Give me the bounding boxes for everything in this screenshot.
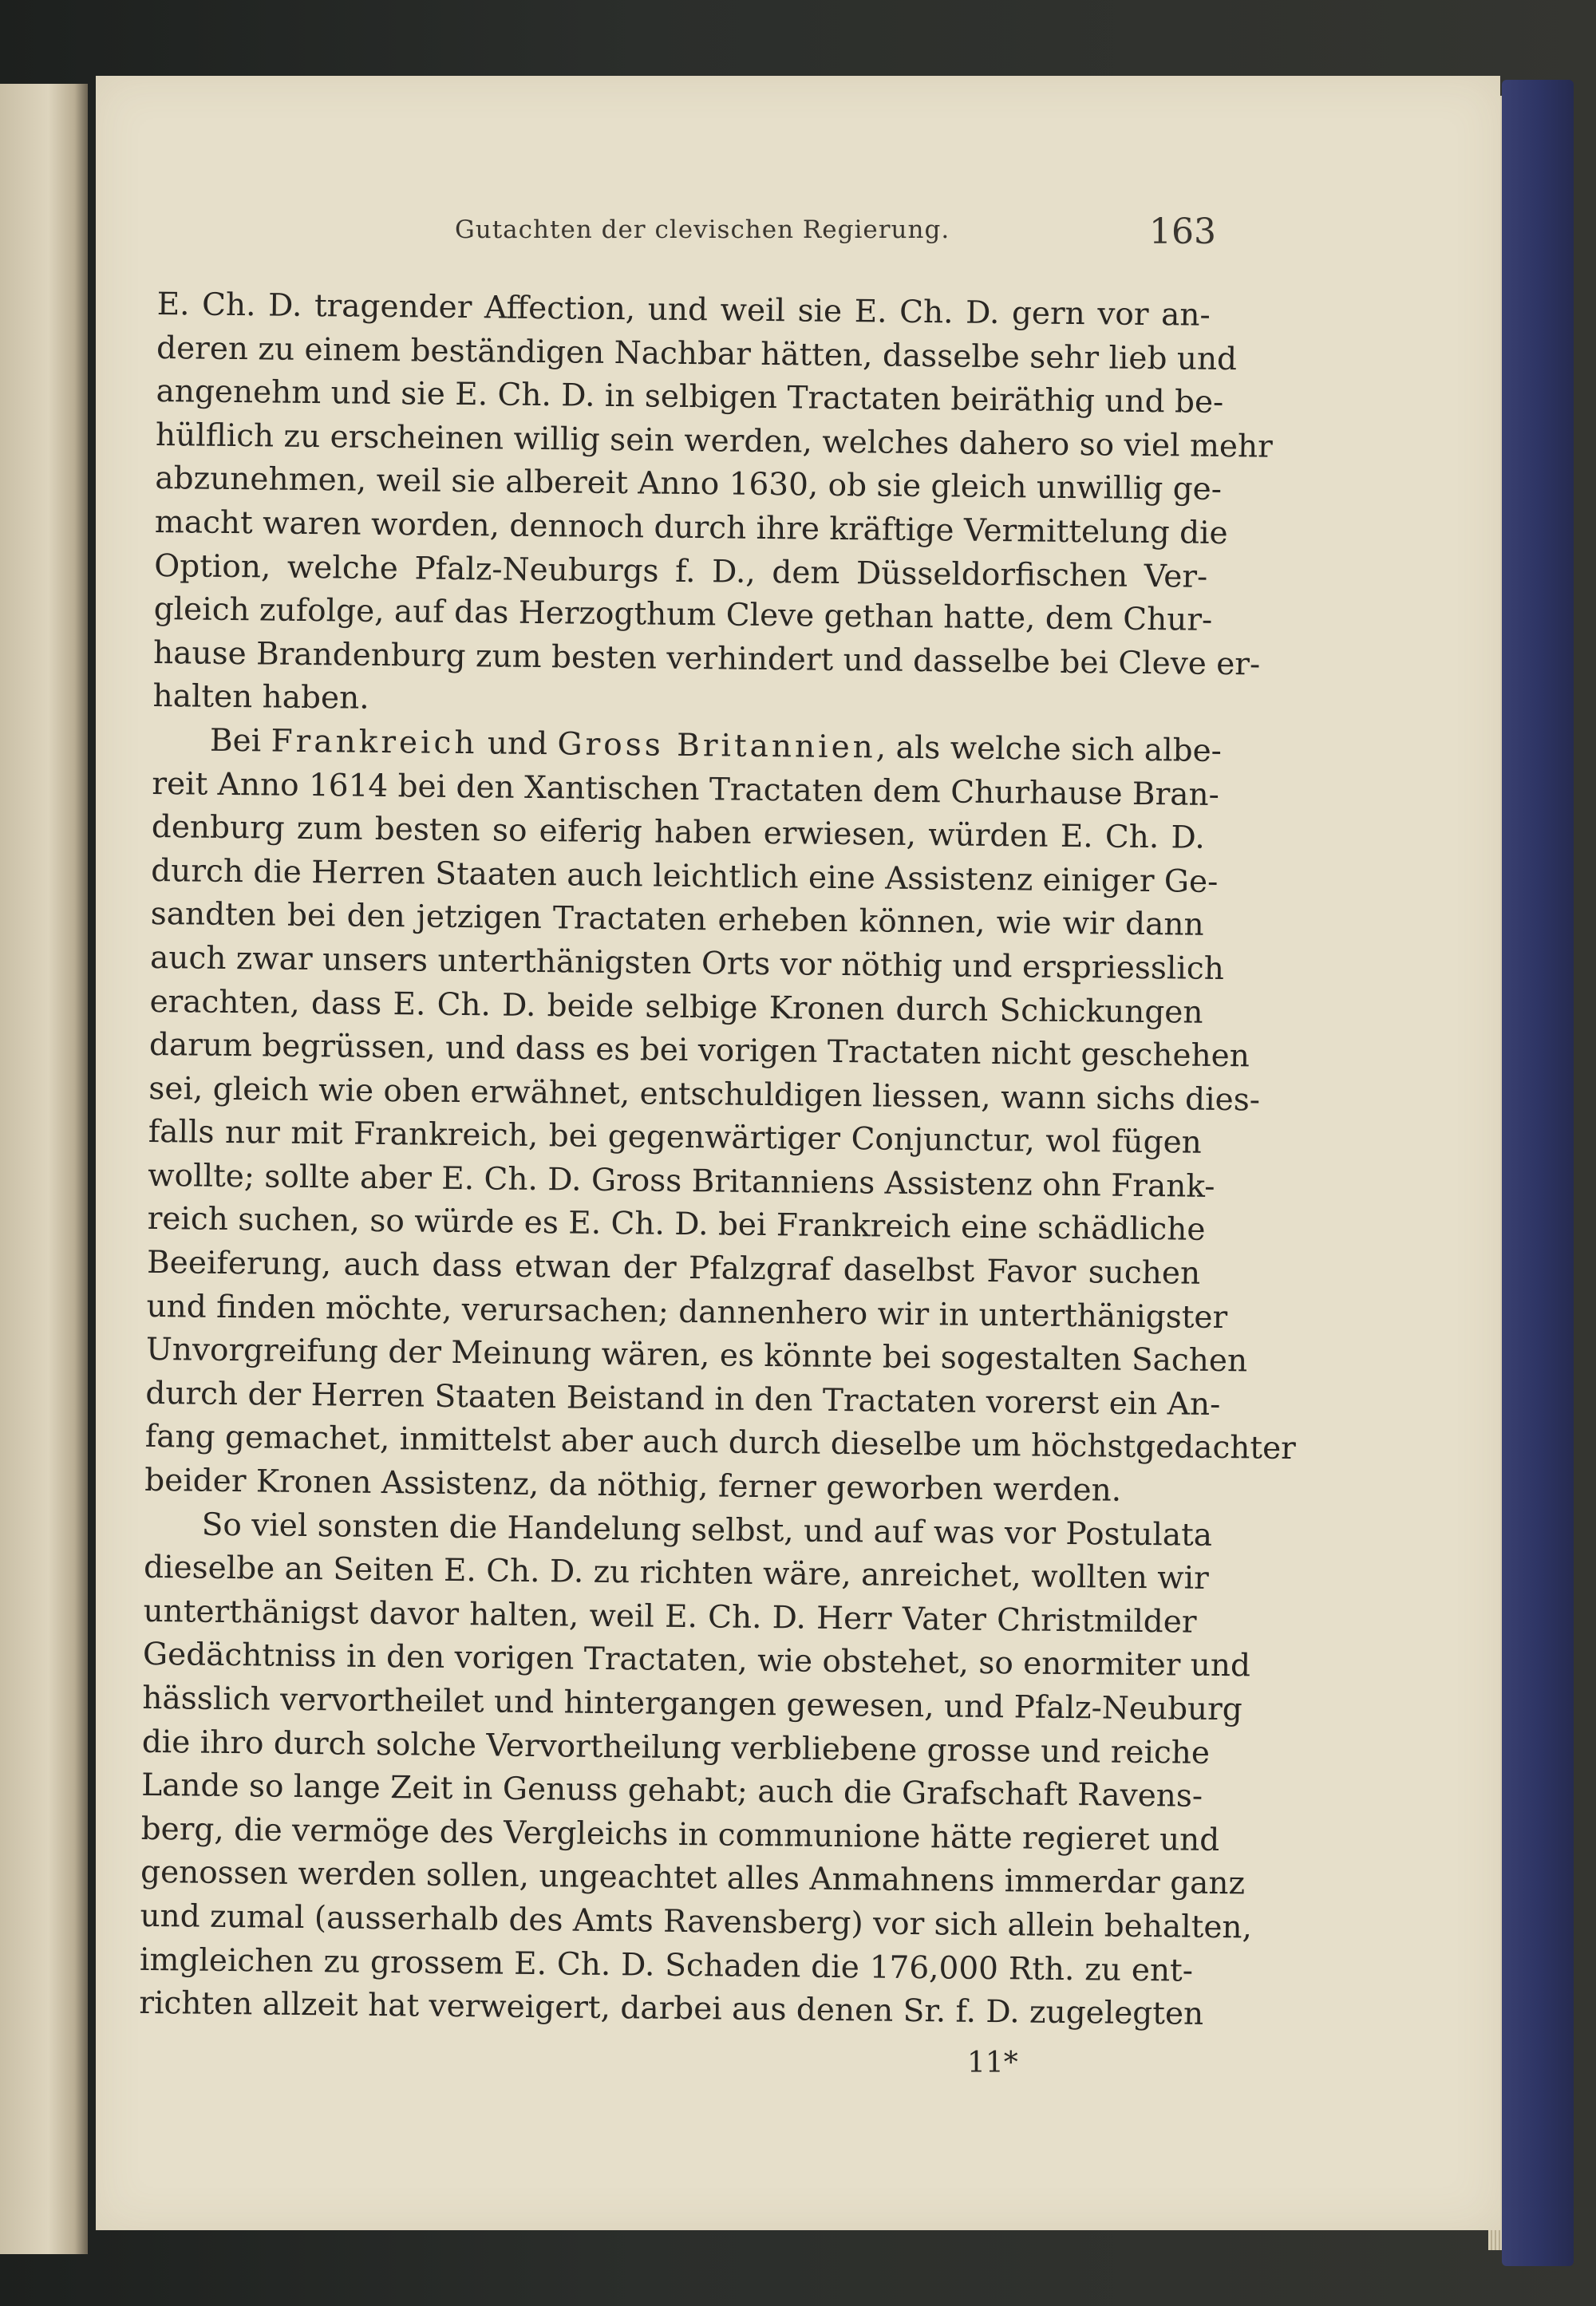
text-line: angenehm und sie E. Ch. D. in selbigen Tractaten beiräthig und be- [156,373,1224,421]
text-line: E. Ch. D. tragender Affection, und weil sie E. Ch. D. gern vor an- [156,286,1211,334]
text-line: abzunehmen, weil sie albereit Anno 1630, ob sie gleich unwillig ge- [155,460,1223,508]
body-text [139,283,1297,2036]
text-line: und zumal (ausserhalb des Amts Ravensberg) vor sich allein behalten, [140,1897,1253,1946]
text-line: durch die Herren Staaten auch leichtlich eine Assistenz einiger Ge- [151,852,1219,900]
signature-mark: 11* [967,2047,1018,2079]
text-line: genossen werden sollen, ungeachtet alles Anmahnens immerdar ganz [140,1854,1246,1902]
running-title: Gutachten der clevischen Regierung. [455,215,950,244]
text-line: reit Anno 1614 bei den Xantischen Tractaten dem Churhause Bran- [152,765,1220,813]
left-page-edge [0,84,88,2254]
text-line: Gedächtniss in den vorigen Tractaten, wie obstehet, so enormiter und [142,1637,1251,1684]
paragraph-1 [152,283,1274,730]
text-line: Option, welche Pfalz-Neuburgs f. D., dem Düsseldorfischen Ver- [154,547,1208,595]
text-line: unterthänigst davor halten, weil E. Ch. D. Herr Vater Christmilder [143,1593,1197,1641]
text-line: sandten bei den jetzigen Tractaten erheben können, wie wir dann [150,896,1204,944]
text-line: deren zu einem beständigen Nachbar hätten, dasselbe sehr lieb und [156,330,1238,377]
text-line: richten allzeit hat verweigert, darbei aus denen Sr. f. D. zugelegten [139,1985,1204,2033]
spaced-name-gross-britannien: Gross Britannien [557,726,877,766]
spaced-name-frankreich: Frankreich [271,723,478,762]
paragraph-2 [144,719,1297,1514]
text-line: erachten, dass E. Ch. D. beide selbige Kronen durch Schickungen [149,983,1203,1031]
text-run: , als welche sich albe- [875,729,1223,769]
text-line: beider Kronen Assistenz, da nöthig, ferner geworben werden. [144,1462,1122,1509]
text-line: So viel sonsten die Handelung selbst, und auf was vor Postulata [201,1506,1213,1554]
text-line: und finden möchte, verursachen; dannenhero wir in unterthänigster [146,1288,1228,1336]
text-line: berg, die vermöge des Vergleichs in communione hätte regieret und [140,1810,1220,1858]
text-line: darum begrüssen, und dass es bei vorigen Tractaten nicht geschehen [148,1027,1250,1075]
text-line: durch der Herren Staaten Beistand in den Tractaten vorerst ein An- [145,1375,1221,1423]
text-line: fang gemachet, inmittelst aber auch durch dieselbe um höchstgedachter [144,1419,1297,1467]
text-line: reich suchen, so würde es E. Ch. D. bei Frankreich eine schädliche [147,1201,1206,1249]
text-line: imgleichen zu grossem E. Ch. D. Schaden die 176,000 Rth. zu ent- [139,1941,1194,1989]
text-line: hässlich vervortheilet und hintergangen gewesen, und Pfalz-Neuburg [142,1680,1243,1728]
text-line: gleich zufolge, auf das Herzogthum Cleve gethan hatte, dem Chur- [153,591,1213,639]
text-line: wollte; sollte aber E. Ch. D. Gross Britanniens Assistenz ohn Frank- [148,1157,1215,1205]
text-line: dieselbe an Seiten E. Ch. D. zu richten wäre, anreichet, wollten wir [143,1550,1210,1597]
text-line: denburg zum besten so eiferig haben erwiesen, würden E. Ch. D. [151,809,1206,856]
text-line: sei, gleich wie oben erwähnet, entschuldigen liessen, wann sichs dies- [148,1070,1261,1119]
page-number: 163 [1149,211,1216,252]
text-line: hause Brandenburg zum besten verhindert und dasselbe bei Cleve er- [152,634,1261,683]
text-line: halten haben. [152,678,369,717]
text-line: die ihro durch solche Vervortheilung verbliebene grosse und reiche [141,1724,1211,1771]
text-line: hülflich zu erscheinen willig sein werden, welches dahero so viel mehr [155,417,1274,465]
paragraph-3 [139,1503,1253,2037]
text-line: macht waren worden, dennoch durch ihre kräftige Vermittelung die [154,503,1228,552]
book-cover-edge [1502,80,1574,2266]
text-run: und [487,725,548,763]
text-line: falls nur mit Frankreich, bei gegenwärtiger Conjunctur, wol fügen [148,1114,1203,1162]
text-line: auch zwar unsers unterthänigsten Orts vor nöthig und erspriesslich [149,939,1225,987]
text-line: Beeiferung, auch dass etwan der Pfalzgraf daselbst Favor suchen [146,1244,1201,1292]
text-run: Bei [209,722,262,760]
text-line: Lande so lange Zeit in Genuss gehabt; auch die Grafschaft Ravens- [141,1767,1203,1815]
text-line: Unvorgreifung der Meinung wären, es könnte bei sogestalten Sachen [145,1332,1248,1380]
